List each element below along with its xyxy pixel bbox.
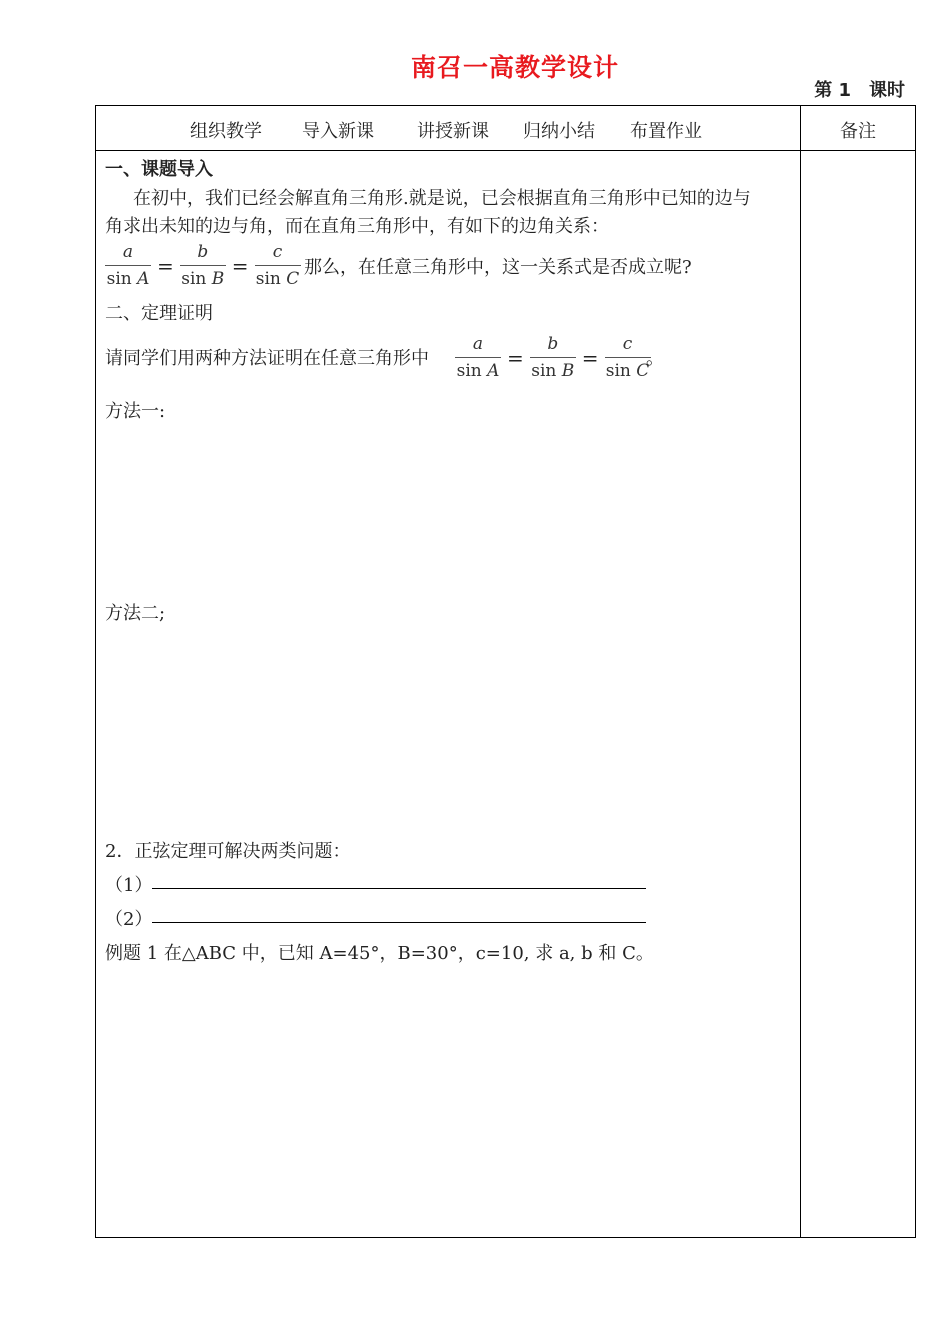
prompt-period: 。 bbox=[646, 348, 664, 369]
equals-sign: = bbox=[157, 253, 174, 278]
equals-sign: = bbox=[231, 253, 249, 278]
denominator-sin-b bbox=[530, 360, 576, 382]
fraction-b bbox=[180, 241, 226, 290]
sin-label: sin bbox=[255, 269, 281, 289]
denominator-sin-c bbox=[605, 360, 651, 382]
sin-label: sin bbox=[531, 361, 557, 381]
remarks-header: 备注 bbox=[840, 121, 876, 142]
angle-b: B bbox=[211, 269, 225, 289]
angle-c: C bbox=[636, 361, 650, 381]
denominator-sin-c bbox=[255, 268, 301, 290]
equals-sign: = bbox=[507, 345, 524, 370]
proof-prompt: 请同学们用两种方法证明在任意三角形中 bbox=[105, 348, 429, 369]
fraction-c bbox=[255, 241, 301, 290]
sin-label: sin bbox=[456, 361, 482, 381]
fraction-a bbox=[455, 333, 501, 382]
angle-a: A bbox=[137, 269, 150, 289]
numerator-b: b bbox=[197, 242, 209, 262]
fraction-bar bbox=[105, 265, 151, 266]
header-item-intro: 导入新课 bbox=[302, 121, 374, 142]
angle-a: A bbox=[487, 361, 500, 381]
numerator-b: b bbox=[547, 334, 559, 354]
numerator-c: c bbox=[622, 334, 633, 354]
fraction-bar bbox=[455, 357, 501, 358]
method-one-label: 方法一: bbox=[105, 401, 166, 422]
fraction-b bbox=[530, 333, 576, 382]
sine-ratio-formula-1 bbox=[105, 241, 301, 290]
numerator-a: a bbox=[122, 242, 134, 262]
fraction-bar bbox=[255, 265, 301, 266]
fraction-bar bbox=[180, 265, 226, 266]
answer-blank-1[interactable] bbox=[152, 888, 646, 889]
column-divider bbox=[800, 105, 801, 1238]
fraction-bar bbox=[530, 357, 576, 358]
section1-heading: 一、课题导入 bbox=[105, 159, 213, 180]
angle-c: C bbox=[286, 269, 300, 289]
intro-paragraph-line1: 在初中，我们已经会解直角三角形.就是说，已会根据直角三角形中已知的边与 bbox=[133, 188, 751, 209]
blank-label-1: （1） bbox=[105, 875, 153, 896]
lesson-number: 第 1 课时 bbox=[814, 80, 905, 101]
blank-label-2: （2） bbox=[105, 909, 153, 930]
sine-ratio-formula-2 bbox=[455, 333, 651, 382]
intro-paragraph-line2: 角求出未知的边与角，而在直角三角形中，有如下的边角关系： bbox=[105, 216, 609, 237]
fraction-bar bbox=[605, 357, 651, 358]
sin-label: sin bbox=[605, 361, 631, 381]
header-item-teach: 讲授新课 bbox=[417, 121, 489, 142]
example-problem: 例题 1 在△ABC 中，已知 A=45°，B=30°，c=10, 求 a, b 和 C。 bbox=[105, 943, 654, 964]
header-item-summary: 归纳小结 bbox=[523, 121, 595, 142]
equals-sign: = bbox=[581, 345, 599, 370]
fraction-c bbox=[605, 333, 651, 382]
header-item-homework: 布置作业 bbox=[630, 121, 702, 142]
header-item-organize: 组织教学 bbox=[190, 121, 262, 142]
angle-b: B bbox=[561, 361, 575, 381]
formula-question: 那么，在任意三角形中，这一关系式是否成立呢? bbox=[304, 257, 692, 278]
problem-types-heading: 2．正弦定理可解决两类问题： bbox=[105, 841, 351, 862]
denominator-sin-a bbox=[455, 360, 501, 382]
numerator-a: a bbox=[472, 334, 484, 354]
sin-label: sin bbox=[181, 269, 207, 289]
document-title: 南召一高教学设计 bbox=[410, 53, 619, 82]
answer-blank-2[interactable] bbox=[152, 922, 646, 923]
numerator-c: c bbox=[272, 242, 283, 262]
header-divider bbox=[95, 150, 916, 151]
fraction-a bbox=[105, 241, 151, 290]
sin-label: sin bbox=[106, 269, 132, 289]
method-two-label: 方法二; bbox=[105, 603, 166, 624]
section2-heading: 二、定理证明 bbox=[105, 303, 213, 324]
denominator-sin-b bbox=[180, 268, 226, 290]
denominator-sin-a bbox=[105, 268, 151, 290]
